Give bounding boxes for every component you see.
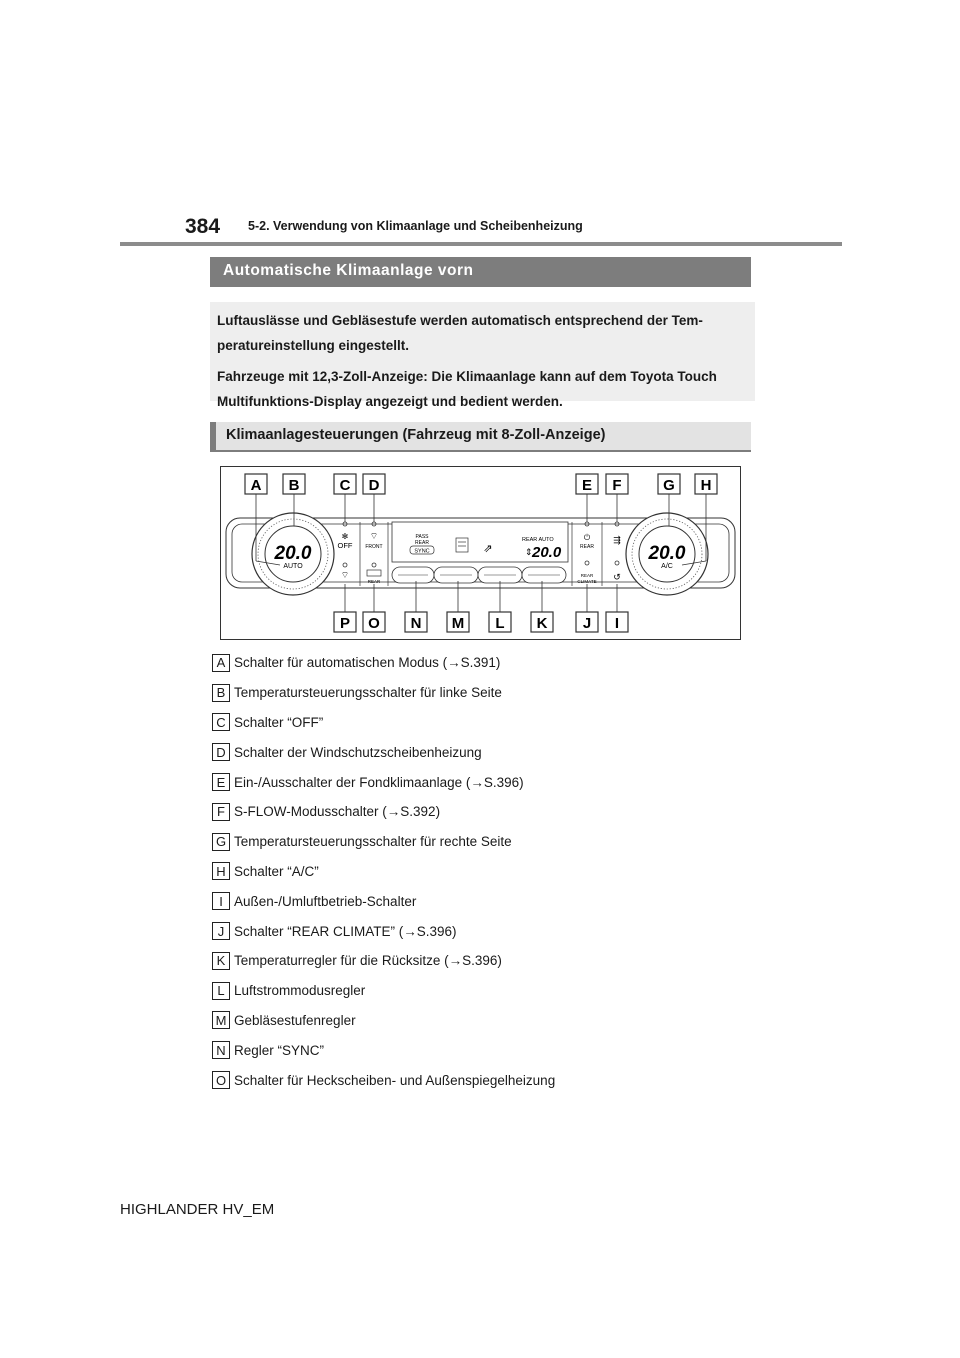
intro-paragraph-2: Fahrzeuge mit 12,3-Zoll-Anzeige: Die Klimaanlage kann auf dem Toyota Touch Multifunktions-Display angezeigt und bedient werden. (217, 369, 717, 409)
svg-text:A: A (250, 477, 262, 494)
front-label: FRONT (365, 544, 383, 550)
legend-text: Schalter der Windschutzscheibenheizung (234, 744, 482, 760)
svg-text:⌔: ⌔ (369, 531, 379, 541)
svg-text:D: D (368, 477, 380, 494)
intro-paragraph-1: Luftauslässe und Gebläsestufe werden automatisch entsprechend der Tem-peratureinstellung eingestellt. (217, 313, 703, 353)
legend-item (212, 1006, 772, 1036)
header-rule (120, 242, 842, 246)
legend-list (212, 648, 772, 1095)
svg-text:G: G (663, 477, 675, 494)
legend-text: Temperatursteuerungsschalter für rechte Seite (234, 834, 512, 850)
rear-defog-label: REAR (367, 579, 381, 584)
svg-text:M: M (451, 615, 465, 632)
footer-model-code: HIGHLANDER HV_EM (120, 1201, 275, 1218)
legend-item (212, 1035, 772, 1065)
legend-item (212, 648, 772, 678)
legend-item (212, 708, 772, 738)
right-temp-display: 20.0 (648, 543, 686, 564)
legend-letter: A (212, 654, 230, 672)
svg-text:C: C (339, 477, 351, 494)
recirculation-icon: ↺ (613, 572, 621, 582)
rear-temp-display: 20.0 (532, 544, 562, 561)
legend-letter: L (212, 982, 230, 1000)
legend-text: Temperaturregler für die Rücksitze (→S.396) (234, 953, 502, 969)
svg-text:B: B (288, 477, 300, 494)
svg-text:H: H (700, 477, 712, 494)
svg-text:✻: ✻ (341, 532, 349, 541)
legend-text: Temperatursteuerungsschalter für linke Seite (234, 685, 502, 701)
left-temp-display: 20.0 (274, 543, 312, 564)
legend-letter: F (212, 803, 230, 821)
legend-item (212, 857, 772, 887)
legend-text: Schalter für automatischen Modus (→S.391) (234, 655, 501, 671)
svg-text:P: P (339, 615, 351, 632)
svg-text:⇗: ⇗ (483, 543, 493, 555)
legend-letter: E (212, 773, 230, 791)
svg-text:N: N (410, 615, 422, 632)
legend-letter: N (212, 1041, 230, 1059)
legend-text: Schalter “A/C” (234, 863, 319, 879)
legend-text: Schalter für Heckscheiben- und Außenspiegelheizung (234, 1072, 556, 1088)
auto-label: AUTO (283, 563, 303, 570)
left-temperature-knob (252, 513, 334, 595)
svg-text:E: E (581, 477, 593, 494)
section-header: 5-2. Verwendung von Klimaanlage und Scheibenheizung (248, 219, 583, 233)
legend-item (212, 767, 772, 797)
legend-item (212, 946, 772, 976)
legend-letter: J (212, 922, 230, 940)
svg-text:⇕: ⇕ (525, 547, 533, 557)
svg-text:REAR AUTO: REAR AUTO (522, 537, 554, 543)
legend-item (212, 976, 772, 1006)
page-number: 384 (185, 215, 221, 238)
legend-text: Schalter “OFF” (234, 714, 324, 730)
intro-box (210, 302, 755, 409)
svg-text:F: F (612, 477, 622, 494)
ac-label: A/C (661, 563, 673, 570)
svg-text:L: L (495, 615, 505, 632)
legend-text: Schalter “REAR CLIMATE” (→S.396) (234, 923, 457, 939)
s-flow-icon: ⇶ (613, 535, 621, 545)
legend-letter: M (212, 1011, 230, 1029)
legend-item (212, 678, 772, 708)
legend-item (212, 886, 772, 916)
legend-text: S-FLOW-Modusschalter (→S.392) (234, 804, 441, 820)
svg-text:O: O (368, 615, 380, 632)
legend-text: Außen-/Umluftbetrieb-Schalter (234, 893, 417, 909)
section-title: Automatische Klimaanlage vorn (210, 257, 751, 287)
subsection-title: Klimaanlagesteuerungen (Fahrzeug mit 8-Zoll-Anzeige) (210, 422, 751, 452)
off-label: OFF (337, 541, 353, 550)
svg-text:I: I (614, 615, 620, 632)
sync-label: SYNC (414, 548, 430, 555)
legend-item (212, 737, 772, 767)
svg-text:K: K (536, 615, 548, 632)
legend-text: Regler “SYNC” (234, 1042, 325, 1058)
legend-letter: D (212, 743, 230, 761)
legend-text: Gebläsestufenregler (234, 1012, 356, 1028)
svg-text:⏻: ⏻ (583, 533, 591, 542)
legend-text: Ein-/Ausschalter der Fondklimaanlage (→S.396) (234, 774, 524, 790)
rear-on-off-label: REAR (580, 544, 594, 550)
rear-climate-label-1: REAR (580, 573, 594, 578)
legend-item (212, 1065, 772, 1095)
svg-text:J: J (582, 615, 592, 632)
legend-letter: C (212, 713, 230, 731)
right-temperature-knob (626, 513, 708, 595)
legend-text: Luftstrommodusregler (234, 983, 366, 999)
climate-control-panel-diagram (220, 466, 741, 640)
rear-climate-label-2: CLIMATE (577, 579, 597, 584)
defroster-icon: ⌔ (340, 570, 350, 580)
legend-letter: B (212, 684, 230, 702)
legend-item (212, 797, 772, 827)
legend-letter: G (212, 833, 230, 851)
svg-text:PASS: PASS (415, 534, 429, 540)
svg-text:REAR: REAR (415, 540, 429, 546)
legend-letter: H (212, 862, 230, 880)
legend-item (212, 916, 772, 946)
legend-item (212, 827, 772, 857)
legend-letter: K (212, 952, 230, 970)
legend-letter: I (212, 892, 230, 910)
legend-letter: O (212, 1071, 230, 1089)
